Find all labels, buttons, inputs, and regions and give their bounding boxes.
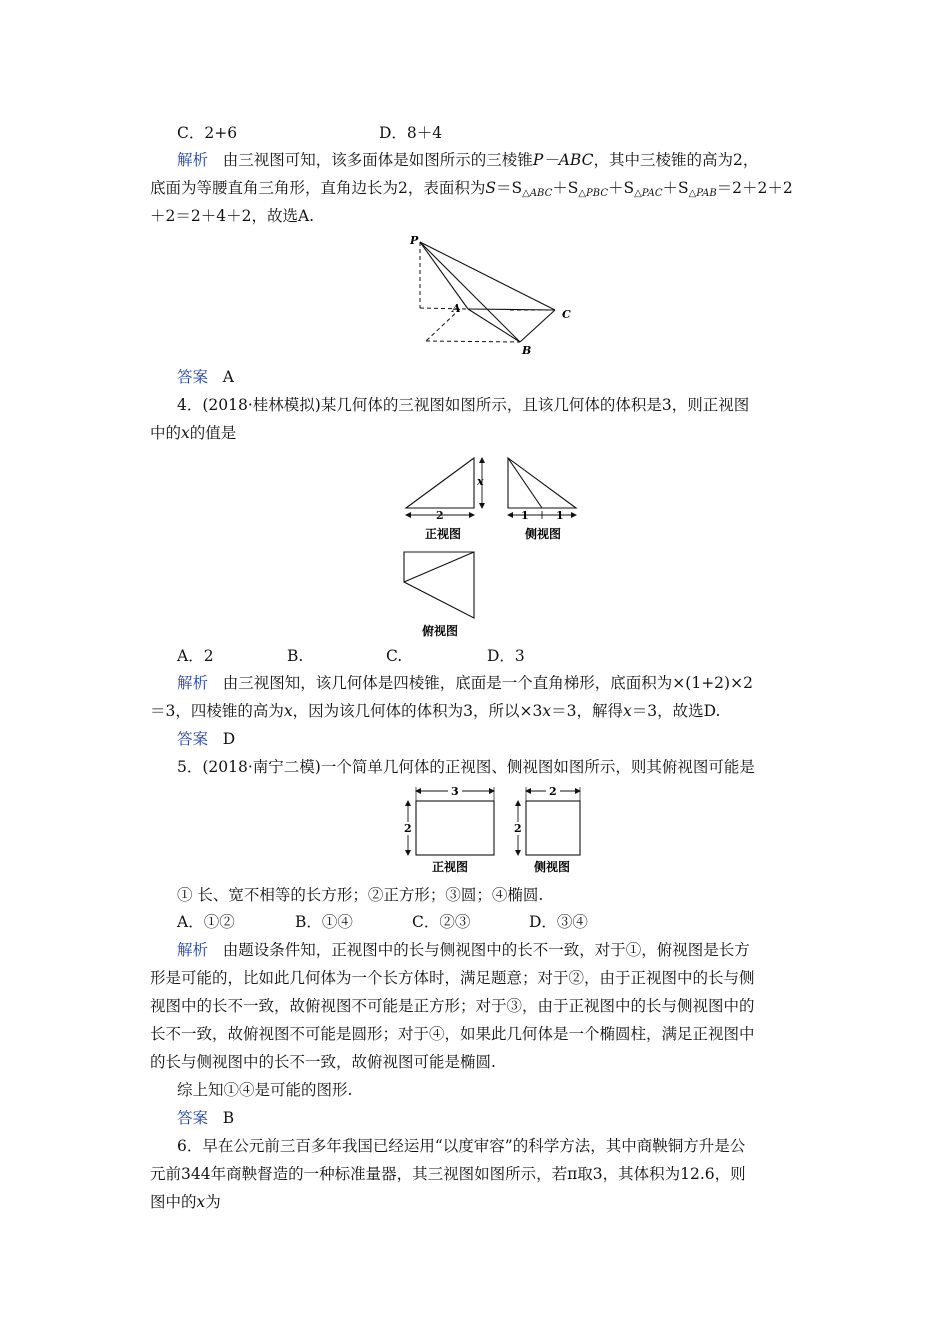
side-width-label: 2 [549,785,557,798]
question-stem [150,1192,221,1212]
stem-text: 中的 [150,424,182,442]
arrow [507,512,513,518]
analysis-line [150,701,720,721]
front-view-rect [416,801,494,855]
arrow [469,512,475,518]
analysis-line: 的长与侧视图中的长不一致，故俯视图可能是椭圆. [150,1053,496,1071]
side-width1-label: 1 [521,509,529,522]
option-c: C. [386,647,403,665]
option-c: C．②③ [412,913,471,931]
base-dashed [426,341,520,342]
top-view-trapezoid [404,552,474,618]
side-view-caption: 侧视图 [534,860,571,874]
area-var: S [485,179,496,197]
arrow [479,503,485,509]
option-d: D．3 [487,647,525,665]
top-view-caption: 俯视图 [422,624,459,638]
question-stem: 4．(2018·桂林模拟)某几何体的三视图如图所示，且该几何体的体积是3，则正视图 [177,396,750,414]
analysis-line: 长不一致，故俯视图不可能是圆形；对于④，如果此几何体是一个椭圆柱，满足正视图中 [150,1025,755,1043]
question-stem: 元前344年商鞅督造的一种标准量器，其三视图如图所示，若π取3，其体积为12.6，则 [150,1165,746,1183]
answer-value: A [222,368,234,386]
analysis-text: 由三视图知，该几何体是四棱锥，底面是一个直角梯形，底面积为×(1+2)×2 [222,674,753,692]
summary-line: 综上知①④是可能的图形. [177,1081,353,1099]
arrow [405,850,411,856]
analysis-line [177,673,753,693]
analysis-text: ＝3，解得 [551,702,623,720]
term: ＋S [607,179,635,197]
side-width2-label: 1 [556,509,564,522]
side-view-rect [526,801,580,855]
answer-value: B [222,1109,235,1127]
var-x: x [542,702,552,720]
answer-label: 答案 [177,1109,209,1127]
analysis-line: ＋2＝2＋4＋2，故选A. [150,207,315,225]
stem-text: 图中的 [150,1193,197,1211]
height-x-label: x [477,475,484,488]
stem-text: 为 [205,1193,221,1211]
answer-line [177,1108,234,1128]
analysis-line: 形是可能的，比如此几何体为一个长方体时，满足题意；对于②，由于正视图中的长与侧 [150,969,755,987]
front-height-label: 2 [404,822,412,835]
subscript: △PBC [578,188,608,199]
analysis-text: 由三视图可知，该多面体是如图所示的三棱锥 [222,151,533,169]
analysis-line [150,178,793,204]
question-stem [150,423,236,443]
term: ＋S [662,179,689,197]
side-view-caption: 侧视图 [525,527,562,541]
option-a: A．①② [177,913,235,931]
analysis-text: ＝3，故选D. [631,702,721,720]
side-view-triangle [508,458,576,508]
analysis-text: 由题设条件知，正视图中的长与侧视图中的长不一致，对于①，俯视图是长方 [222,941,750,959]
answer-label: 答案 [177,368,209,386]
analysis-text: ＝3，四棱锥的高为 [150,702,284,720]
edge-pa [420,242,468,309]
subscript: △PAB [688,188,717,199]
analysis-text: ，因为该几何体的体积为3，所以×3 [292,702,543,720]
arrow [405,800,411,806]
stem-text: 的值是 [189,424,237,442]
side-height-label: 2 [514,822,522,835]
subscript: △PAC [634,188,663,199]
pyramid-figure [400,230,590,360]
analysis-label: 解析 [177,941,209,959]
analysis-line: 视图中的长不一致，故俯视图不可能是正方形；对于③，由于正视图中的长与侧视图中的 [150,997,755,1015]
three-views-figure [398,452,588,637]
answer-line [177,729,235,749]
subscript: △ABC [522,188,553,199]
arrow [515,850,521,856]
vertex-c: C [562,308,571,321]
edge-bc [520,310,555,342]
top-view-diagonal [404,552,474,582]
base-dashed [420,308,468,309]
analysis-text: 底面为等腰直角三角形，直角边长为2，表面积为 [150,179,486,197]
analysis-line [177,150,758,170]
analysis-line [177,940,750,960]
question-stem: 5．(2018·南宁二模)一个简单几何体的正视图、侧视图如图所示，则其俯视图可能是 [177,758,755,776]
analysis-text: ，其中三棱锥的高为2， [593,151,759,169]
choices-line: ① 长、宽不相等的长方形；②正方形；③圆；④椭圆. [177,886,544,904]
front-width-label: 3 [451,785,459,798]
edge-pb [420,242,520,342]
edge-ab [468,309,520,342]
option-c: C．2+6 [177,124,238,142]
answer-label: 答案 [177,730,209,748]
answer-value: D [222,730,236,748]
arrow [515,800,521,806]
vertex-b: B [522,344,532,357]
var-x: x [622,702,632,720]
option-d: D．8＋4 [379,124,443,142]
term: ＋S [552,179,579,197]
option-a: A．2 [177,647,214,665]
answer-line [177,367,234,387]
two-views-figure [398,785,588,877]
option-b: B．①④ [295,913,353,931]
front-view-triangle [406,458,474,508]
term: ＝S [496,179,523,197]
question-stem: 6．早在公元前三百多年我国已经运用“以度审容”的科学方法，其中商鞅铜方升是公 [177,1137,746,1155]
option-d: D．③④ [529,913,588,931]
vertex-p: P [410,234,419,247]
arrow [405,512,411,518]
arrow [571,512,577,518]
front-view-caption: 正视图 [425,527,462,541]
vertex-a: A [452,302,461,315]
front-view-caption: 正视图 [432,860,469,874]
side-inner-edge [508,458,542,508]
front-width-label: 2 [436,509,444,522]
option-b: B. [287,647,304,665]
var-x: x [196,1193,206,1211]
var-x: x [283,702,293,720]
var-x: x [181,424,190,442]
edge-pc [420,242,555,310]
analysis-label: 解析 [177,151,209,169]
arrow [479,457,485,463]
analysis-label: 解析 [177,674,209,692]
pyramid-name: P－ABC [532,151,594,169]
term: ＝2＋2＋2 [716,179,793,197]
